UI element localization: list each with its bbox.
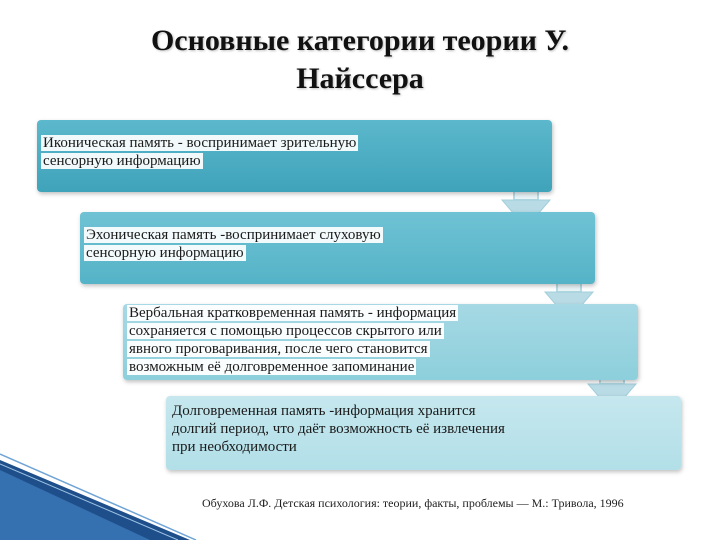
step-long-term-memory [166,396,681,470]
step-iconic-memory [37,120,552,192]
step-echoic-memory [80,212,595,284]
step-text-line: Эхоническая память -воспринимает слуховую [86,227,381,243]
step-text-line: долгий период, что даёт возможность её извлечения [172,421,505,437]
slide-title [60,22,660,98]
step-text-line: сенсорную информацию [43,153,201,169]
step-text-line: возможным её долговременное запоминание [129,359,415,375]
step-text-line: сенсорную информацию [86,245,244,261]
source-citation: Обухова Л.Ф. Детская психология: теории, факты, проблемы — М.: Тривола, 1996 [202,496,624,510]
step-text-line: Иконическая память - воспринимает зрительную [43,135,357,151]
step-text-line: сохраняется с помощью процессов скрытого или [129,323,442,339]
step-text-line: Вербальная кратковременная память - информация [129,305,457,321]
step-verbal-short-term-memory [123,304,638,380]
step-text-line: Долговременная память -информация хранится [172,403,476,419]
step-text-line: явного проговаривания, после чего становится [129,341,428,357]
step-text-line: при необходимости [172,439,297,455]
slide-title-line-1: Основные категории теории У. [150,24,570,57]
slide-title-line-2: Найссера [296,62,424,95]
